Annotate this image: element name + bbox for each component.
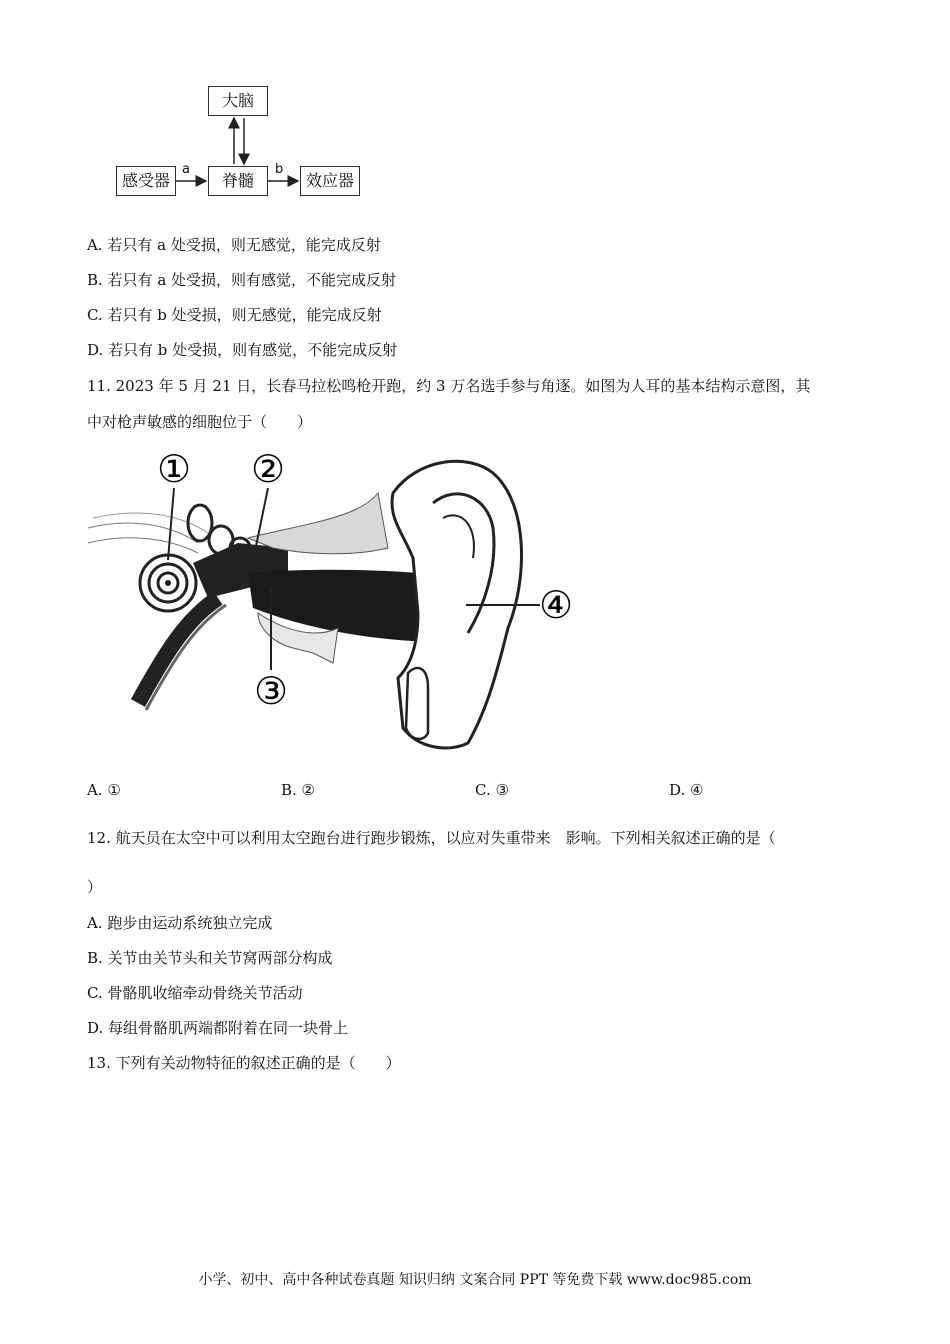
- q10-option-a: A. 若只有 a 处受损，则无感觉，能完成反射: [87, 236, 381, 254]
- leader-line-1: [168, 488, 174, 560]
- ear-label-2: ②: [250, 448, 286, 491]
- q12-stem-line2: ）: [87, 878, 103, 896]
- ear-label-3: ③: [253, 669, 289, 713]
- q11-stem-line1: 11. 2023 年 5 月 21 日，长春马拉松鸣枪开跑，约 3 万名选手参与角逐。如图为人耳的基本结构示意图，其: [87, 377, 811, 395]
- q11-option-c: C. ③: [475, 781, 509, 799]
- label-b: b: [275, 162, 284, 177]
- q10-option-b: B. 若只有 a 处受损，则有感觉，不能完成反射: [87, 271, 397, 289]
- q12-option-a: A. 跑步由运动系统独立完成: [87, 914, 273, 932]
- ear-label-1: ①: [156, 448, 192, 491]
- q13-stem: 13. 下列有关动物特征的叙述正确的是（ ）: [87, 1054, 401, 1072]
- q11-option-a: A. ①: [87, 781, 121, 799]
- page-footer: 小学、初中、高中各种试卷真题 知识归纳 文案合同 PPT 等免费下载 www.doc985.com: [198, 1272, 752, 1288]
- receptor-box: 感受器: [116, 166, 176, 196]
- q11-option-d: D. ④: [669, 781, 704, 799]
- q12-option-b: B. 关节由关节头和关节窝两部分构成: [87, 949, 333, 967]
- brain-box: 大脑: [208, 86, 268, 116]
- q11-option-b: B. ②: [281, 781, 316, 799]
- q10-option-c: C. 若只有 b 处受损，则无感觉，能完成反射: [87, 306, 382, 324]
- q12-option-c: C. 骨骼肌收缩牵动骨绕关节活动: [87, 984, 303, 1002]
- q12-stem-line1: 12. 航天员在太空中可以利用太空跑台进行跑步锻炼，以应对失重带来 影响。下列相关叙述正确的是（: [87, 829, 776, 847]
- q12-option-d: D. 每组骨骼肌两端都附着在同一块骨上: [87, 1019, 349, 1037]
- cochlea-icon: [140, 555, 196, 611]
- q11-stem-line2: 中对枪声敏感的细胞位于（ ）: [87, 413, 313, 431]
- effector-box: 效应器: [300, 166, 360, 196]
- q10-option-d: D. 若只有 b 处受损，则有感觉，不能完成反射: [87, 341, 398, 359]
- ear-diagram: [88, 448, 588, 760]
- label-a: a: [182, 162, 190, 177]
- ear-label-4: ④: [538, 583, 574, 627]
- spinal-cord-box: 脊髓: [208, 166, 268, 196]
